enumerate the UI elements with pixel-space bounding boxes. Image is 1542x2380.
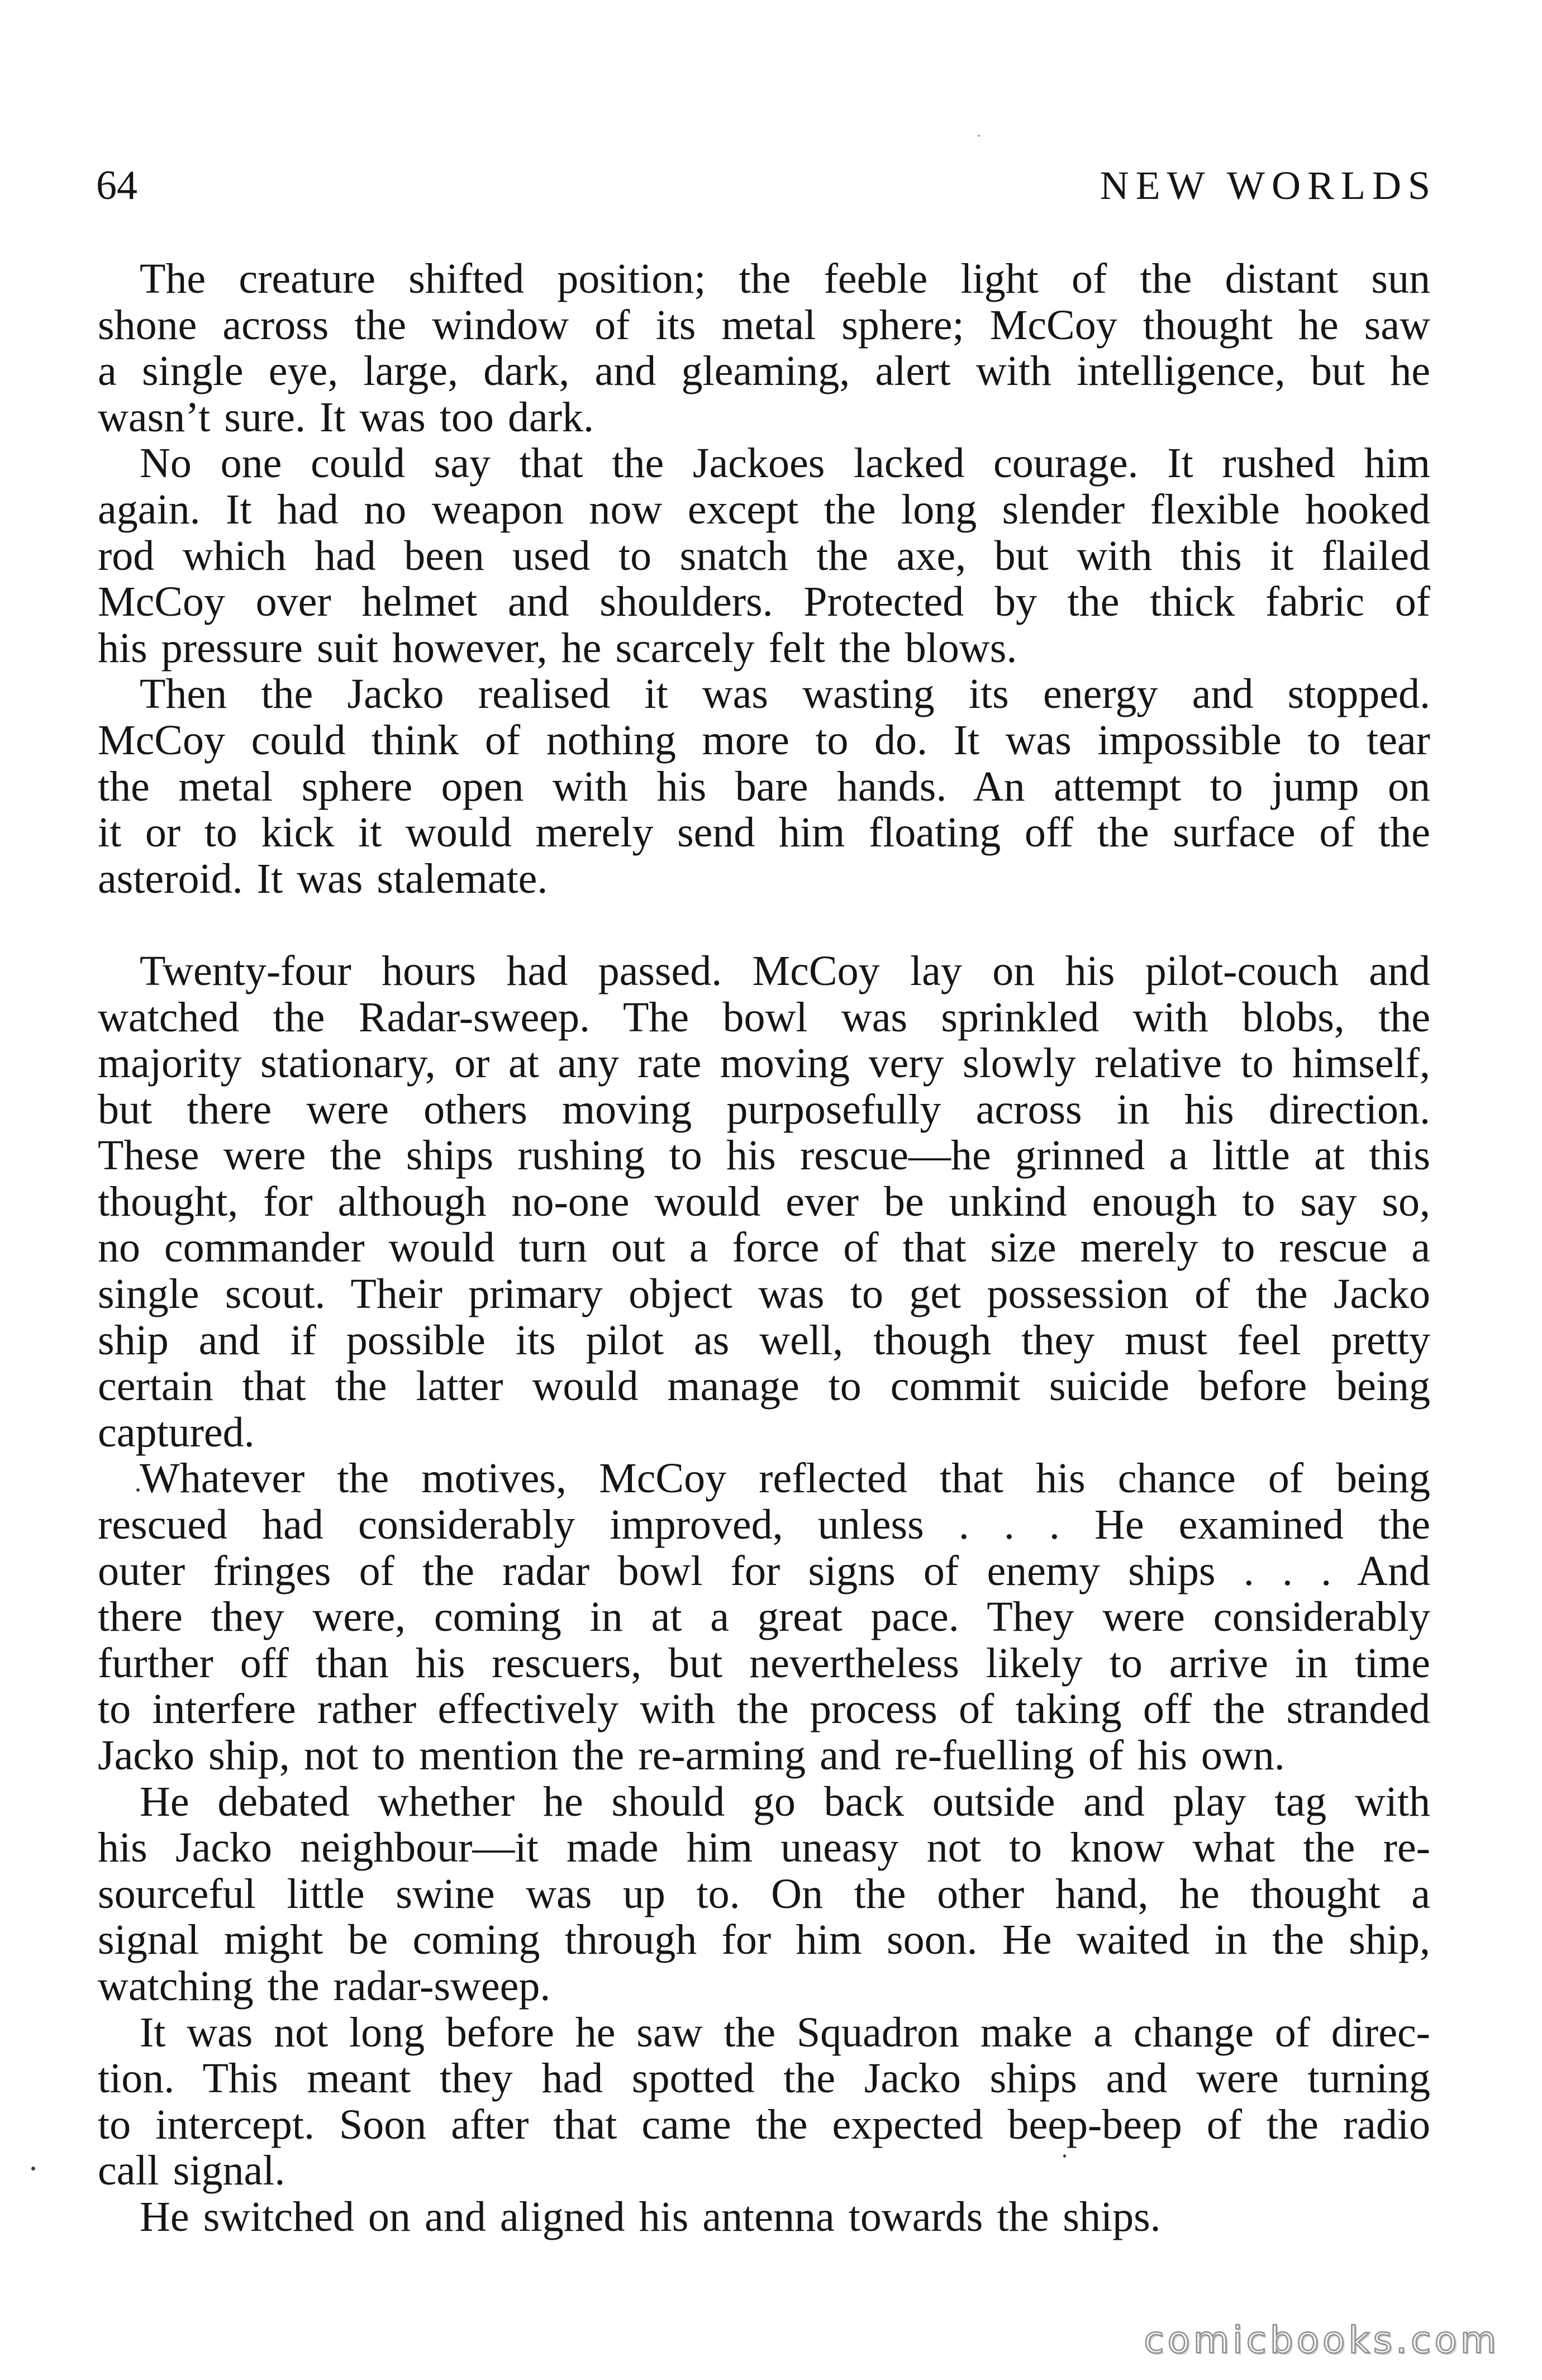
text-line: majority stationary, or at any rate moving very slowly relative to himself,	[98, 1040, 1430, 1087]
text-line: He debated whether he should go back outside and play tag with	[140, 1778, 1430, 1825]
text-line: thought, for although no-one would ever be unkind enough to say so,	[98, 1178, 1430, 1225]
scan-speck	[136, 1488, 140, 1492]
text-line: captured.	[98, 1408, 255, 1456]
paragraph	[98, 2010, 1430, 2194]
page-header	[96, 160, 1437, 211]
text-line: his pressure suit however, he scarcely felt the blows.	[98, 624, 1017, 672]
text-line: rod which had been used to snatch the axe, but with this it flailed	[98, 532, 1430, 579]
text-line: watched the Radar-sweep. The bowl was sprinkled with blobs, the	[98, 993, 1430, 1041]
text-line: his Jacko neighbour—it made him uneasy not to know what the re-	[98, 1824, 1430, 1872]
text-line: call signal.	[98, 2147, 285, 2195]
text-line: certain that the latter would manage to commit suicide before being	[98, 1363, 1430, 1410]
scan-speck	[978, 135, 980, 137]
text-line: to interfere rather effectively with the process of taking off the stranded	[98, 1686, 1430, 1733]
text-line: Twenty-four hours had passed. McCoy lay on his pilot-couch and	[140, 947, 1430, 994]
text-line: It was not long before he saw the Squadron make a change of direc-	[140, 2008, 1430, 2056]
paragraph	[98, 256, 1430, 440]
text-line: no commander would turn out a force of that size merely to rescue a	[98, 1224, 1430, 1272]
text-line: outer fringes of the radar bowl for signs of enemy ships . . . And	[98, 1547, 1430, 1594]
running-title: NEW WORLDS	[1100, 163, 1437, 208]
paragraph	[98, 1455, 1430, 1778]
text-line: signal might be coming through for him soon. He waited in the ship,	[98, 1916, 1430, 1964]
text-line: Then the Jacko realised it was wasting its energy and stopped.	[140, 670, 1430, 718]
text-line: ship and if possible its pilot as well, though they must feel pretty	[98, 1316, 1430, 1364]
text-line: shone across the window of its metal sphere; McCoy thought he saw	[98, 301, 1430, 349]
text-line: sourceful little swine was up to. On the other hand, he thought a	[98, 1870, 1430, 1917]
text-line: wasn’t sure. It was too dark.	[98, 393, 594, 441]
paragraph	[98, 1779, 1430, 2010]
text-line: The creature shifted position; the feeble light of the distant sun	[140, 255, 1430, 302]
text-line: the metal sphere open with his bare hands. An attempt to jump on	[98, 763, 1430, 810]
body-text	[98, 256, 1430, 2240]
text-line: McCoy over helmet and shoulders. Protected by the thick fabric of	[98, 578, 1430, 626]
text-line: asteroid. It was stalemate.	[98, 855, 548, 902]
paragraph	[98, 440, 1430, 671]
text-line: rescued had considerably improved, unless . . . He examined the	[98, 1501, 1430, 1549]
text-line: but there were others moving purposefully across in his direction.	[98, 1086, 1430, 1133]
paragraph	[98, 671, 1430, 902]
text-line: These were the ships rushing to his rescue—he grinned a little at this	[98, 1132, 1430, 1179]
text-line: tion. This meant they had spotted the Jacko ships and were turning	[98, 2055, 1430, 2102]
text-line: single scout. Their primary object was to get possession of the Jacko	[98, 1270, 1430, 1318]
scan-speck	[31, 2167, 35, 2170]
text-line: again. It had no weapon now except the long slender flexible hooked	[98, 485, 1430, 533]
text-line: to intercept. Soon after that came the expected beep-beep of the radio	[98, 2101, 1430, 2148]
text-line: it or to kick it would merely send him floating off the surface of the	[98, 809, 1430, 856]
watermark: comicbooks.com	[1144, 2319, 1500, 2362]
text-line: there they were, coming in at a great pace. They were considerably	[98, 1593, 1430, 1641]
text-line: watching the radar-sweep.	[98, 1962, 551, 2010]
page-number: 64	[96, 163, 137, 208]
text-line: He switched on and aligned his antenna towards the ships.	[140, 2193, 1161, 2240]
text-line: a single eye, large, dark, and gleaming, alert with intelligence, but he	[98, 348, 1430, 395]
text-line: McCoy could think of nothing more to do. It was impossible to tear	[98, 716, 1430, 764]
text-line: further off than his rescuers, but nevertheless likely to arrive in time	[98, 1639, 1430, 1687]
paragraph	[98, 948, 1430, 1456]
section-break	[98, 902, 1430, 948]
paragraph	[98, 2194, 1430, 2240]
text-line: No one could say that the Jackoes lacked courage. It rushed him	[140, 440, 1430, 487]
text-line: Jacko ship, not to mention the re-arming and re-fuelling of his own.	[98, 1732, 1285, 1779]
text-line: Whatever the motives, McCoy reflected that his chance of being	[140, 1455, 1430, 1502]
scan-speck	[1063, 2154, 1066, 2158]
